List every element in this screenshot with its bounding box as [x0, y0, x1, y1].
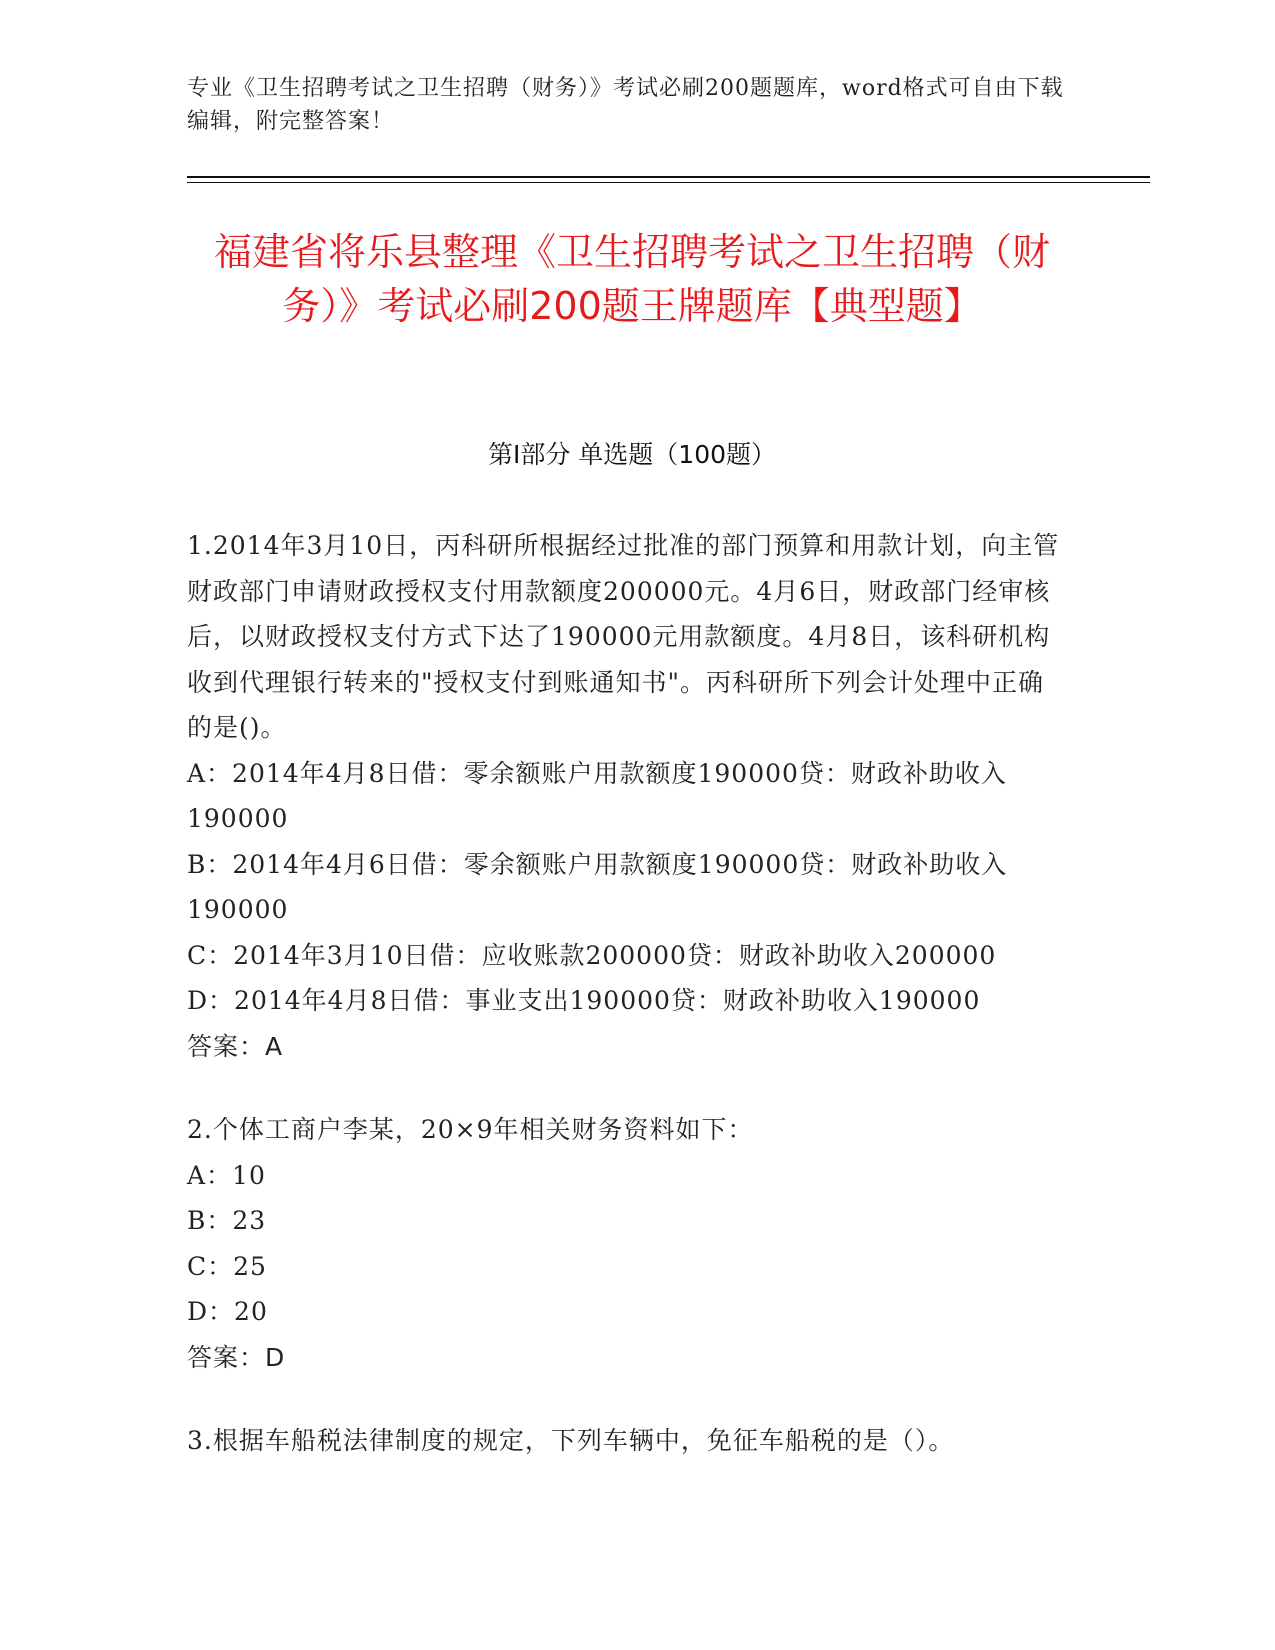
option-c: C：25: [187, 1251, 267, 1281]
option-a: A：2014年4月8日借：零余额账户用款额度190000贷：财政补助收入190000: [187, 758, 1007, 833]
question-text: 3.根据车船税法律制度的规定，下列车辆中，免征车船税的是（）。: [187, 1426, 955, 1455]
header-divider-thick: [187, 176, 1150, 178]
question-1: [187, 523, 1067, 1069]
option-b: B：2014年4月6日借：零余额账户用款额度190000贷：财政补助收入190000: [187, 849, 1008, 924]
option-a: A：10: [187, 1160, 266, 1190]
option-d: D：2014年4月8日借：事业支出190000贷：财政补助收入190000: [187, 986, 981, 1015]
header-divider-thin: [187, 182, 1150, 183]
section-title: 第I部分 单选题（100题）: [487, 440, 777, 469]
answer: 答案：D: [187, 1342, 286, 1372]
document-title: 福建省将乐县整理《卫生招聘考试之卫生招聘（财务）》考试必刷200题王牌题库【典型题】: [213, 230, 1050, 328]
answer: 答案：A: [187, 1031, 284, 1061]
option-c: C：2014年3月10日借：应收账款200000贷：财政补助收入200000: [187, 940, 997, 970]
option-d: D：20: [187, 1297, 268, 1326]
question-text: 2.个体工商户李某，20×9年相关财务资料如下：: [187, 1115, 754, 1144]
question-list: [187, 523, 1067, 1464]
question-text: 1.2014年3月10日，丙科研所根据经过批准的部门预算和用款计划，向主管财政部门申请财政授权支付用款额度200000元。4月6日，财政部门经审核后，以财政授权支付方式下达了190000元用款额度。4月8日，该科研机构收到代理银行转来的"授权支付到账通知书"。丙科研所下列会计处理中正确的是()。: [187, 531, 1060, 742]
question-2: [187, 1107, 1067, 1380]
header-note: 专业《卫生招聘考试之卫生招聘（财务）》考试必刷200题题库，word格式可自由下载编辑，附完整答案！: [187, 76, 1064, 134]
question-3: [187, 1418, 1067, 1464]
option-b: B：23: [187, 1206, 267, 1235]
